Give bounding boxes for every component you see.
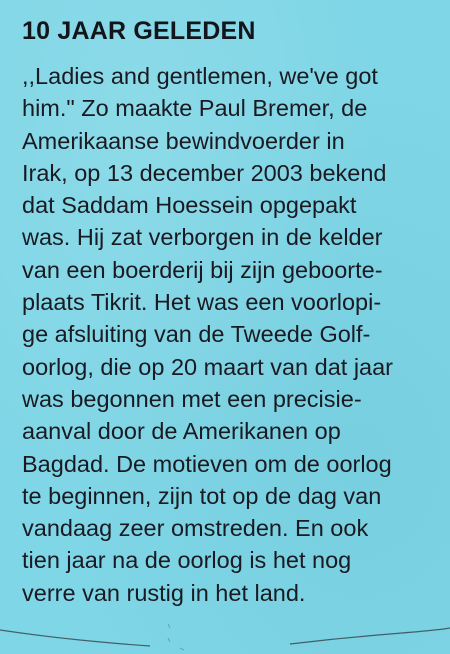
- article-line: dat Saddam Hoessein opgepakt: [22, 192, 357, 219]
- article-line: tien jaar na de oorlog is het nog: [22, 547, 352, 574]
- article-line: was begonnen met een precisie-: [22, 385, 362, 412]
- article-line: van een boerderij bij zijn geboorte-: [22, 256, 383, 283]
- article-line: aanval door de Amerikanen op: [22, 418, 341, 445]
- article-line: was. Hij zat verborgen in de kelder: [22, 224, 383, 251]
- article-line: plaats Tikrit. Het was een voorlopi-: [22, 289, 382, 316]
- torn-edge: [0, 622, 450, 652]
- article-line: Amerikaanse bewindvoerder in: [22, 127, 345, 154]
- article-line: verre van rustig in het land.: [22, 579, 306, 606]
- article-line: te beginnen, zijn tot op de dag van: [22, 482, 382, 509]
- article-line: ge afsluiting van de Tweede Golf-: [22, 321, 371, 348]
- article-line: him." Zo maakte Paul Bremer, de: [22, 95, 368, 122]
- article-line: vandaag zeer omstreden. En ook: [22, 515, 369, 542]
- article-body: [22, 60, 448, 609]
- article-line: Irak, op 13 december 2003 bekend: [22, 159, 387, 186]
- headline: 10 JAAR GELEDEN: [22, 17, 256, 45]
- article-line: Bagdad. De motieven om de oorlog: [22, 450, 392, 477]
- article-line: oorlog, die op 20 maart van dat jaar: [22, 353, 394, 380]
- article-line: ,,Ladies and gentlemen, we've got: [22, 63, 378, 89]
